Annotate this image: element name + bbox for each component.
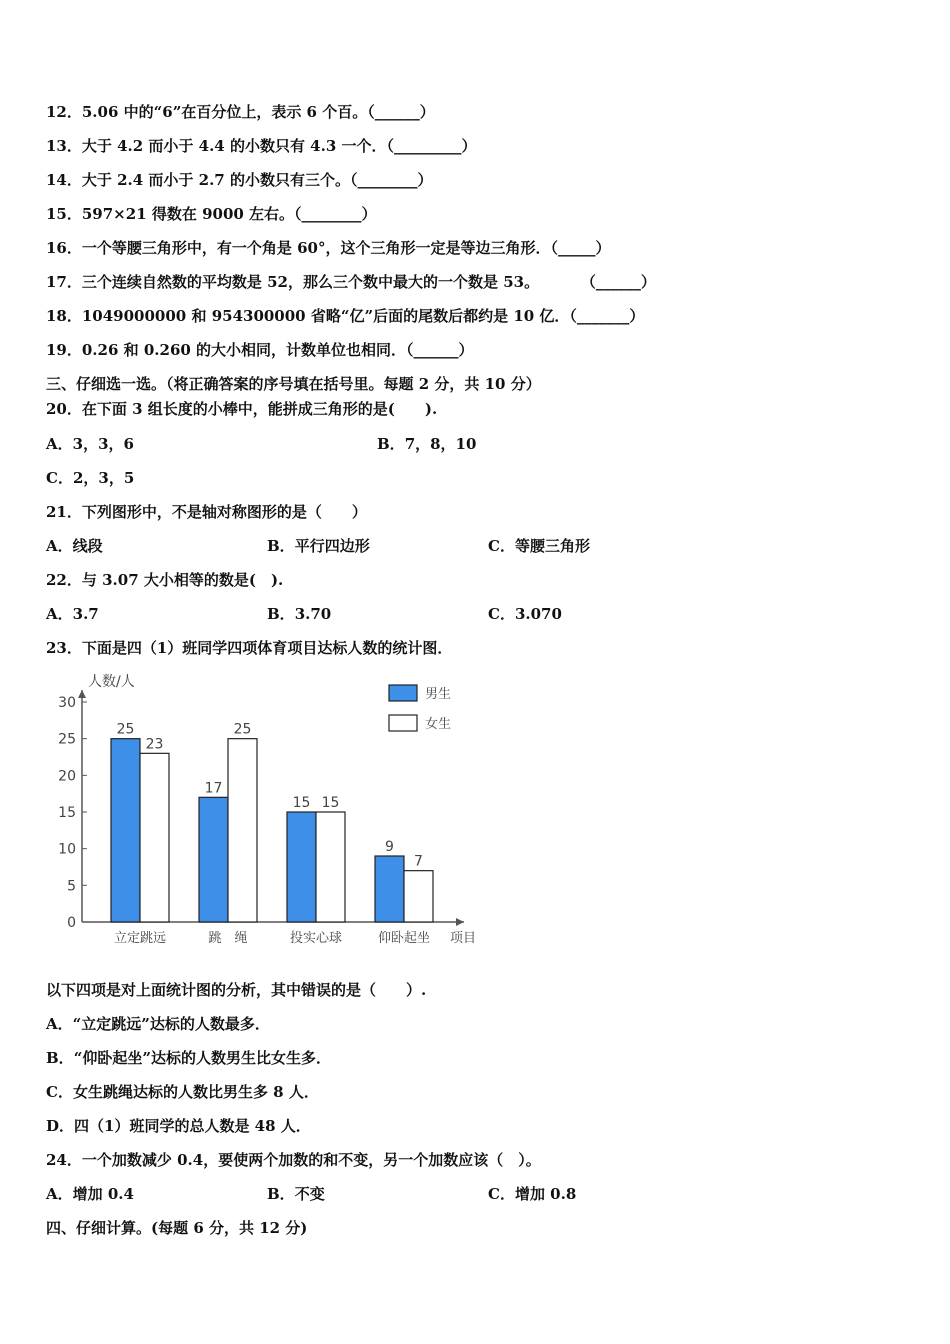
option-text: 等腰三角形 (514, 537, 590, 555)
option-label: C． (46, 1083, 73, 1101)
bar-value-label: 25 (116, 721, 135, 738)
question-16 (46, 238, 610, 258)
question-18 (46, 306, 644, 326)
question-17 (46, 272, 656, 292)
option-label: C． (488, 605, 515, 623)
question-number: 15． (46, 205, 82, 223)
option-label: A． (46, 537, 73, 555)
option-text: 线段 (72, 537, 103, 555)
option-text: 3.070 (514, 605, 562, 623)
y-tick-label: 30 (58, 695, 76, 711)
question-text: 大于 2.4 而小于 2.7 的小数只有三个。（________） (81, 171, 433, 189)
option-text: 3.70 (294, 605, 332, 623)
section-3-title: 三、仔细选一选。（将正确答案的序号填在括号里。每题 2 分，共 10 分） (46, 375, 541, 393)
x-axis-label: 项目 (450, 931, 477, 946)
q24-option-c[interactable] (488, 1184, 576, 1204)
option-label: D． (46, 1117, 75, 1135)
question-23-stem: 23．下面是四（1）班同学四项体育项目达标人数的统计图． (46, 639, 453, 657)
q20-option-c[interactable] (46, 468, 134, 488)
q24-option-b[interactable] (267, 1184, 325, 1204)
question-21-stem: 21．下列图形中，不是轴对称图形的是（ ） (46, 503, 367, 521)
bar (316, 812, 345, 922)
option-text: “立定跳远”达标的人数最多． (72, 1015, 270, 1033)
y-tick-label: 15 (58, 805, 76, 821)
question-text: 三个连续自然数的平均数是 52，那么三个数中最大的一个数是 53。 （______） (81, 273, 656, 291)
legend-label: 男生 (425, 687, 452, 702)
y-tick-label: 5 (67, 878, 76, 895)
option-label: B． (267, 537, 295, 555)
question-number: 16． (46, 239, 82, 257)
option-label: A． (46, 435, 73, 453)
y-axis-arrow (78, 690, 86, 698)
question-number: 17． (46, 273, 82, 291)
q23-option-d[interactable] (46, 1116, 311, 1136)
x-tick-label: 跳 绳 (208, 931, 248, 946)
question-13 (46, 136, 477, 156)
bar-value-label: 7 (414, 853, 423, 870)
question-number: 12． (46, 103, 82, 121)
x-tick-label: 仰卧起坐 (377, 931, 431, 946)
x-axis-arrow (456, 918, 464, 926)
option-label: C． (488, 1185, 515, 1203)
option-label: A． (46, 605, 73, 623)
q24-option-a[interactable] (46, 1184, 134, 1204)
option-text: 2，3，5 (72, 469, 135, 487)
bar (140, 753, 169, 922)
bar (375, 856, 404, 922)
y-tick-label: 20 (58, 768, 76, 785)
q23-option-b[interactable] (46, 1048, 331, 1068)
section-4-title: 四、仔细计算。(每题 6 分，共 12 分) (46, 1219, 308, 1237)
bar-value-label: 23 (145, 736, 164, 753)
bar-value-label: 25 (233, 721, 252, 738)
option-label: A． (46, 1015, 73, 1033)
question-19 (46, 340, 474, 360)
option-text: 7，8，10 (404, 435, 477, 453)
q20-option-b[interactable] (377, 434, 476, 454)
q22-option-b[interactable] (267, 604, 331, 624)
question-14 (46, 170, 432, 190)
question-23-prompt: 以下四项是对上面统计图的分析，其中错误的是（ ）. (46, 981, 427, 999)
q23-option-a[interactable] (46, 1014, 270, 1034)
option-label: B． (46, 1049, 74, 1067)
question-number: 13． (46, 137, 82, 155)
option-label: C． (46, 469, 73, 487)
q21-option-c[interactable] (488, 536, 590, 556)
q20-option-a[interactable] (46, 434, 134, 454)
option-label: B． (267, 1185, 295, 1203)
q21-option-b[interactable] (267, 536, 370, 556)
question-text: 大于 4.2 而小于 4.4 的小数只有 4.3 一个．（_________） (81, 137, 477, 155)
q21-option-a[interactable] (46, 536, 103, 556)
option-label: B． (267, 605, 295, 623)
q23-option-c[interactable] (46, 1082, 319, 1102)
bar-chart (46, 662, 486, 952)
legend-swatch (389, 715, 417, 731)
question-12 (46, 102, 435, 122)
x-tick-label: 投实心球 (289, 931, 343, 946)
bar (404, 871, 433, 922)
question-22-stem: 22．与 3.07 大小相等的数是( ). (46, 571, 284, 589)
bar-value-label: 17 (204, 780, 223, 797)
bar-value-label: 15 (321, 795, 340, 811)
y-tick-label: 10 (58, 841, 76, 858)
question-15 (46, 204, 377, 224)
bar (228, 739, 257, 922)
question-number: 19． (46, 341, 82, 359)
option-text: 平行四边形 (294, 537, 370, 555)
bar (287, 812, 316, 922)
y-axis-label: 人数/人 (88, 674, 135, 690)
y-tick-label: 0 (67, 915, 76, 931)
option-text: 女生跳绳达标的人数比男生多 8 人． (72, 1083, 319, 1101)
option-text: 3，3，6 (72, 435, 134, 453)
question-number: 14． (46, 171, 82, 189)
option-label: C． (488, 537, 515, 555)
option-label: B． (377, 435, 405, 453)
option-label: A． (46, 1185, 73, 1203)
question-text: 5.06 中的“6”在百分位上，表示 6 个百。（______） (81, 103, 435, 121)
bar-value-label: 9 (385, 839, 394, 855)
question-text: 0.26 和 0.260 的大小相同，计数单位也相同．（______） (81, 341, 474, 359)
option-text: 四（1）班同学的总人数是 48 人． (74, 1117, 311, 1135)
question-24-stem: 24．一个加数减少 0.4，要使两个加数的和不变，另一个加数应该（ ）。 (46, 1151, 541, 1169)
bar (111, 739, 140, 922)
option-text: 增加 0.4 (72, 1185, 134, 1203)
y-tick-label: 25 (58, 731, 76, 748)
legend-swatch (389, 685, 417, 701)
option-text: 增加 0.8 (514, 1185, 577, 1203)
x-tick-label: 立定跳远 (113, 931, 167, 946)
option-text: “仰卧起坐”达标的人数男生比女生多． (73, 1049, 331, 1067)
question-text: 一个等腰三角形中，有一个角是 60°，这个三角形一定是等边三角形．（_____） (81, 239, 611, 257)
question-20-stem: 20．在下面 3 组长度的小棒中，能拼成三角形的是( ). (46, 400, 438, 418)
question-text: 1049000000 和 954300000 省略“亿”后面的尾数后都约是 10 亿．（_______） (81, 307, 645, 325)
legend-label: 女生 (425, 717, 452, 732)
question-number: 18． (46, 307, 82, 325)
bar-value-label: 15 (292, 795, 311, 811)
q22-option-c[interactable] (488, 604, 562, 624)
option-text: 不变 (294, 1185, 325, 1203)
question-text: 597×21 得数在 9000 左右。（________） (81, 205, 377, 223)
bar (199, 797, 228, 922)
option-text: 3.7 (72, 605, 99, 623)
q22-option-a[interactable] (46, 604, 99, 624)
